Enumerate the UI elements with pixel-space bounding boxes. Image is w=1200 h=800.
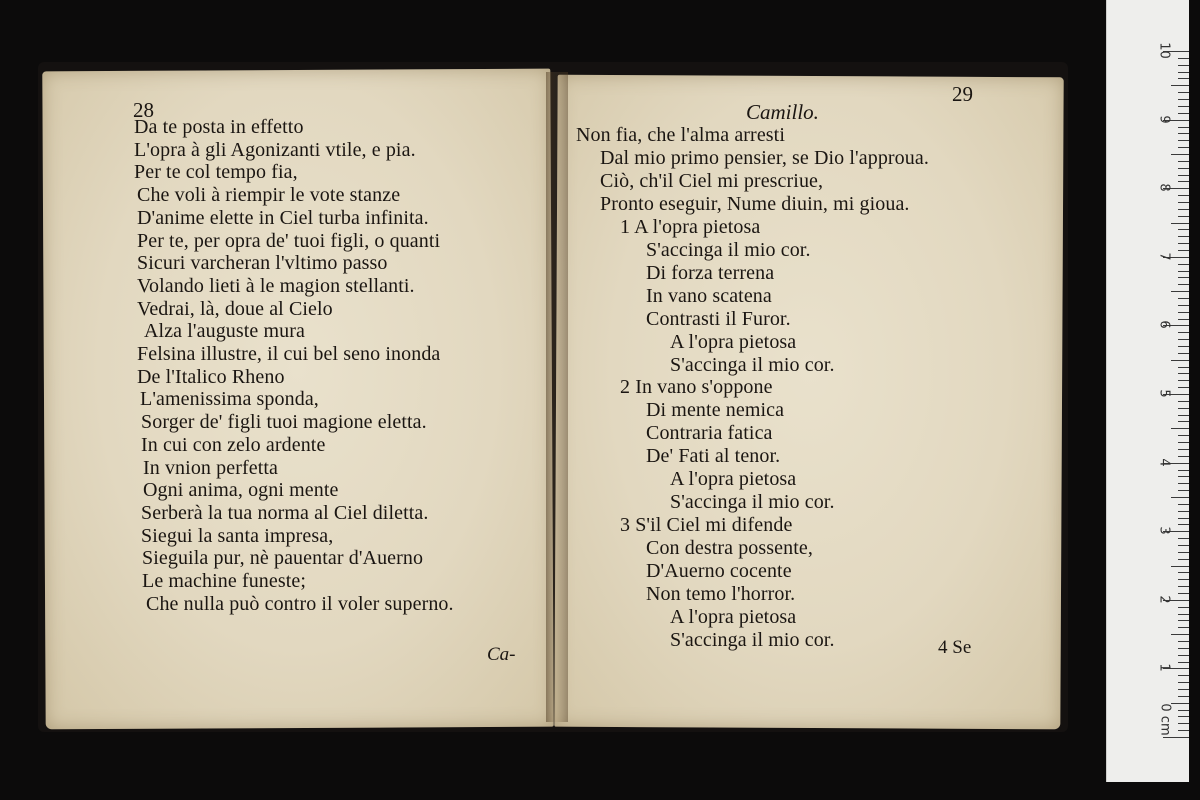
right-catchword: 4 Se (938, 637, 972, 658)
ruler-tick (1178, 614, 1189, 615)
book-gutter (546, 72, 568, 722)
ruler-tick (1171, 428, 1189, 429)
ruler-unit-label: 0 cm (1157, 703, 1173, 736)
ruler-tick (1178, 92, 1189, 93)
ruler-tick (1178, 421, 1189, 422)
ruler-tick (1178, 538, 1189, 539)
ruler-tick (1178, 332, 1189, 333)
ruler-tick (1178, 387, 1189, 388)
ruler-tick (1178, 401, 1189, 402)
ruler-tick (1178, 243, 1189, 244)
ruler-tick (1171, 154, 1189, 155)
ruler-tick (1178, 641, 1189, 642)
text-line: S'accinga il mio cor. (646, 238, 811, 261)
ruler-tick (1178, 181, 1189, 182)
ruler-tick (1178, 620, 1189, 621)
ruler-number: 4 (1156, 457, 1172, 467)
ruler-tick (1178, 559, 1189, 560)
ruler-tick (1178, 277, 1189, 278)
ruler-tick (1178, 380, 1189, 381)
ruler-tick (1178, 524, 1189, 525)
text-line: In vano scatena (646, 284, 772, 307)
ruler-tick (1178, 133, 1189, 134)
right-page-heading: Camillo. (746, 100, 819, 124)
ruler-tick (1171, 703, 1189, 704)
ruler-tick (1178, 655, 1189, 656)
ruler-tick (1178, 408, 1189, 409)
ruler-tick (1178, 106, 1189, 107)
text-line: L'amenissima sponda, (140, 388, 319, 411)
ruler-number: 3 (1156, 526, 1172, 535)
text-line: Contraria fatica (646, 422, 773, 445)
text-line: A l'opra pietosa (670, 605, 797, 628)
text-line: S'accinga il mio cor. (670, 628, 835, 651)
ruler-tick (1178, 415, 1189, 416)
measuring-ruler (1106, 0, 1189, 782)
ruler-tick (1171, 497, 1189, 498)
text-line: In vnion perfetta (143, 456, 278, 479)
ruler-tick (1178, 236, 1189, 237)
ruler-tick (1178, 470, 1189, 471)
ruler-tick (1178, 490, 1189, 491)
text-line: Contrasti il Furor. (646, 307, 791, 330)
ruler-tick (1178, 689, 1189, 690)
text-line: S'accinga il mio cor. (670, 491, 835, 514)
text-line: Non temo l'horror. (646, 583, 796, 605)
ruler-tick (1178, 175, 1189, 176)
right-page-number: 29 (952, 82, 973, 106)
ruler-tick (1178, 579, 1189, 580)
ruler-tick (1178, 607, 1189, 608)
text-line: Sicuri varcheran l'vltimo passo (137, 252, 388, 275)
ruler-tick (1178, 140, 1189, 141)
text-line: A l'opra pietosa (670, 468, 797, 491)
ruler-tick (1178, 250, 1189, 251)
text-line: De l'Italico Rheno (137, 365, 285, 388)
ruler-tick (1171, 360, 1189, 361)
ruler-tick (1178, 504, 1189, 505)
ruler-tick (1178, 216, 1189, 217)
ruler-tick (1178, 271, 1189, 272)
text-line: D'anime elette in Ciel turba infinita. (137, 206, 429, 229)
ruler-tick (1178, 346, 1189, 347)
text-line: Per te col tempo fia, (134, 161, 298, 184)
text-line: Dal mio primo pensier, se Dio l'approua. (600, 146, 929, 169)
ruler-tick (1178, 476, 1189, 477)
text-line: In cui con zelo ardente (141, 433, 326, 456)
text-line: Volando lieti à le magion stellanti. (137, 274, 415, 297)
text-line: Da te posta in effetto (134, 116, 304, 138)
ruler-tick (1178, 229, 1189, 230)
text-line: D'Auerno cocente (646, 560, 792, 583)
ruler-tick (1171, 566, 1189, 567)
ruler-tick (1178, 373, 1189, 374)
ruler-tick (1178, 312, 1189, 313)
ruler-tick (1178, 545, 1189, 546)
ruler-tick (1171, 291, 1189, 292)
ruler-tick (1178, 65, 1189, 66)
ruler-tick (1178, 161, 1189, 162)
ruler-number: 8 (1156, 183, 1172, 192)
ruler-tick (1178, 552, 1189, 553)
ruler-tick (1178, 675, 1189, 676)
ruler-tick (1178, 367, 1189, 368)
ruler-tick (1178, 682, 1189, 683)
ruler-tick (1178, 264, 1189, 265)
ruler-tick (1178, 511, 1189, 512)
ruler-number: 9 (1156, 114, 1172, 124)
text-line: Che nulla può contro il voler superno. (146, 592, 454, 615)
ruler-tick (1178, 353, 1189, 354)
left-catchword: Ca- (487, 644, 516, 665)
ruler-number: 10 (1156, 42, 1172, 59)
ruler-tick (1178, 572, 1189, 573)
ruler-tick (1178, 339, 1189, 340)
ruler-tick (1178, 113, 1189, 114)
text-line: Alza l'auguste mura (144, 320, 306, 343)
ruler-tick (1178, 442, 1189, 443)
text-line: Le machine funeste; (142, 570, 307, 592)
text-line: Non fia, che l'alma arresti (576, 124, 785, 146)
text-line: Felsina illustre, il cui bel seno inonda (137, 343, 441, 365)
text-line: Pronto eseguir, Nume diuin, mi gioua. (600, 192, 910, 215)
ruler-number: 5 (1156, 389, 1172, 398)
text-line: 1 A l'opra pietosa (620, 215, 761, 238)
ruler-tick (1178, 202, 1189, 203)
ruler-tick (1178, 730, 1189, 731)
ruler-number: 6 (1156, 320, 1172, 330)
ruler-tick (1171, 85, 1189, 86)
ruler-tick (1178, 58, 1189, 59)
ruler-tick (1171, 223, 1189, 224)
text-line: Con destra possente, (646, 537, 813, 560)
ruler-number: 1 (1156, 663, 1172, 673)
text-line: Siegui la santa impresa, (141, 524, 334, 547)
ruler-number: 7 (1156, 252, 1172, 261)
ruler-tick (1178, 586, 1189, 587)
text-line: 3 S'il Ciel mi difende (620, 514, 793, 537)
ruler-tick (1178, 127, 1189, 128)
ruler-tick (1178, 696, 1189, 697)
ruler-tick (1178, 298, 1189, 299)
ruler-tick (1178, 710, 1189, 711)
ruler-tick (1178, 147, 1189, 148)
ruler-tick (1178, 723, 1189, 724)
text-line: Che voli à riempir le vote stanze (137, 184, 401, 207)
text-line: A l'opra pietosa (670, 330, 797, 353)
ruler-tick (1178, 662, 1189, 663)
left-page-number: 28 (133, 98, 154, 122)
ruler-tick (1178, 627, 1189, 628)
text-line: S'accinga il mio cor. (670, 353, 835, 376)
text-line: Di forza terrena (646, 261, 775, 284)
ruler-tick (1178, 518, 1189, 519)
text-line: Di mente nemica (646, 399, 785, 422)
text-line: Sieguila pur, nè pauentar d'Auerno (142, 547, 424, 570)
ruler-tick (1178, 648, 1189, 649)
ruler-number: 2 (1156, 595, 1172, 604)
ruler-tick (1178, 435, 1189, 436)
text-line: L'opra à gli Agonizanti vtile, e pia. (134, 138, 416, 161)
ruler-tick (1178, 209, 1189, 210)
ruler-tick (1178, 168, 1189, 169)
text-line: Ciò, ch'il Ciel mi prescriue, (600, 169, 824, 192)
text-line: Ogni anima, ogni mente (143, 479, 339, 502)
ruler-tick (1178, 305, 1189, 306)
ruler-tick (1178, 72, 1189, 73)
ruler-tick (1178, 483, 1189, 484)
ruler-tick (1178, 716, 1189, 717)
ruler-tick (1178, 195, 1189, 196)
text-line: Per te, per opra de' tuoi figli, o quanti (137, 229, 441, 252)
ruler-tick (1171, 634, 1189, 635)
ruler-tick (1178, 99, 1189, 100)
ruler-tick (1178, 78, 1189, 79)
text-line: Vedrai, là, doue al Cielo (137, 297, 333, 320)
text-line: Sorger de' figli tuoi magione eletta. (141, 411, 427, 434)
text-line: Serberà la tua norma al Ciel diletta. (141, 501, 429, 524)
ruler-tick (1178, 593, 1189, 594)
text-line: 2 In vano s'oppone (620, 376, 773, 399)
ruler-tick (1178, 284, 1189, 285)
ruler-tick (1178, 456, 1189, 457)
ruler-tick (1178, 449, 1189, 450)
text-line: De' Fati al tenor. (646, 445, 781, 468)
ruler-tick (1178, 319, 1189, 320)
